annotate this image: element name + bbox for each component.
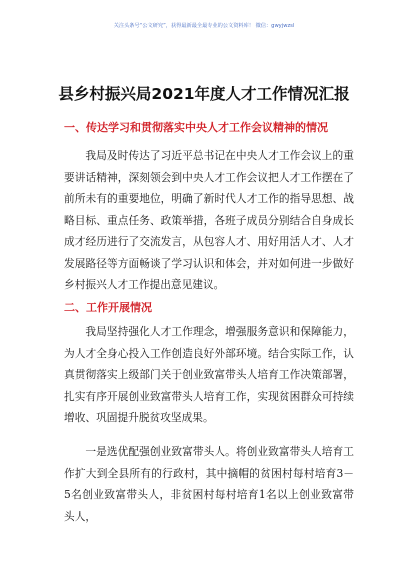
section-heading-1: 一、传达学习和贯彻落实中央人才工作会议精神的情况 (64, 121, 328, 134)
section-2-paragraph-2: 一是选优配强创业致富带头人。将创业致富带头人培育工作扩大到全县所有的行政村，其中摘帽的贫困村每村培育3－5名创业致富带头人，非贫困村每村培育1名以上创业致富带头人， (64, 445, 354, 523)
header-banner: 关注头条号“公文研究”，获得最新最全最专业的公文资料库！ 微信：gwyjwzsl (113, 23, 295, 29)
document-title: 县乡村振兴局2021年度人才工作情况汇报 (58, 85, 350, 103)
section-2-paragraph-1: 我局坚持强化人才工作理念，增强服务意识和保障能力，为人才全身心投入工作创造良好外部环境。结合实际工作，认真贯彻落实上级部门关于创业致富带头人培育工作决策部署，扎实有序开展创业致富带头人培育工作，实现贫困群众可持续增收、巩固提升脱贫攻坚成果。 (64, 325, 354, 424)
section-heading-2: 二、工作开展情况 (64, 301, 152, 314)
section-1-paragraph-1: 我局及时传达了习近平总书记在中央人才工作会议上的重要讲话精神，深刻领会到中央人才工作会议把人才工作摆在了前所未有的重要地位，明确了新时代人才工作的指导思想、战略目标、重点任务、政策举措，各班子成员分别结合自身成长成才经历进行了交流发言，从包容人才、用好用活人才、人才发展路径等方面畅谈了学习认识和体会，并对如何进一步做好乡村振兴人才工作提出意见建议。 (64, 149, 354, 291)
